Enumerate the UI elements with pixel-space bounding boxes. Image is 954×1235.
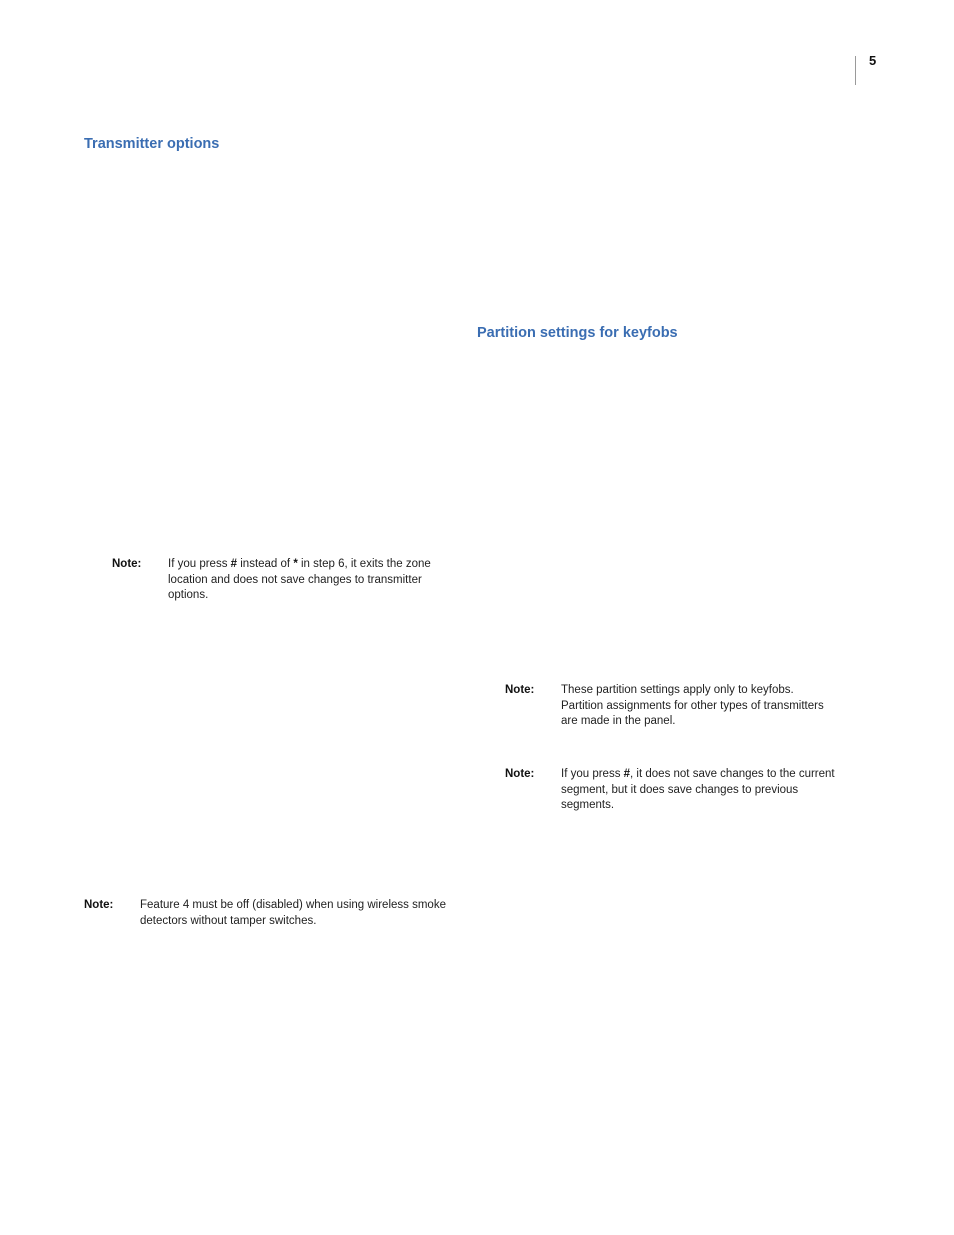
note-text	[168, 557, 452, 604]
note-text	[561, 767, 855, 814]
note-text-line: If you press #, it does not save changes to the current	[561, 768, 835, 780]
note-text-line: detectors without tamper switches.	[140, 914, 317, 927]
page-number: 5	[869, 53, 877, 68]
note-text	[140, 898, 464, 929]
note-zone-exit	[112, 557, 452, 607]
note-label: Note:	[505, 768, 535, 780]
section-title-transmitter-options: Transmitter options	[84, 136, 220, 152]
note-text-line: Partition assignments for other types of transmitters	[561, 699, 824, 712]
note-label: Note:	[112, 558, 142, 570]
section-title-partition-settings: Partition settings for keyfobs	[477, 325, 678, 341]
note-text-line: Feature 4 must be off (disabled) when using wireless smoke	[140, 899, 446, 911]
note-text-line: are made in the panel.	[561, 715, 676, 728]
note-text-line: segment, but it does save changes to previous	[561, 783, 799, 796]
note-text-line: location and does not save changes to transmitter	[168, 573, 422, 586]
note-keyfob-partitions	[505, 683, 855, 733]
note-text-line: segments.	[561, 799, 615, 812]
note-label: Note:	[505, 684, 535, 696]
page-number-divider	[855, 56, 856, 85]
note-text-line: options.	[168, 589, 209, 602]
note-text	[561, 683, 855, 730]
note-text-line: If you press # instead of * in step 6, it exits the zone	[168, 558, 431, 570]
note-segment-save	[505, 767, 855, 817]
note-feature-4	[84, 898, 464, 932]
note-label: Note:	[84, 899, 114, 911]
note-text-line: These partition settings apply only to keyfobs.	[561, 684, 794, 696]
